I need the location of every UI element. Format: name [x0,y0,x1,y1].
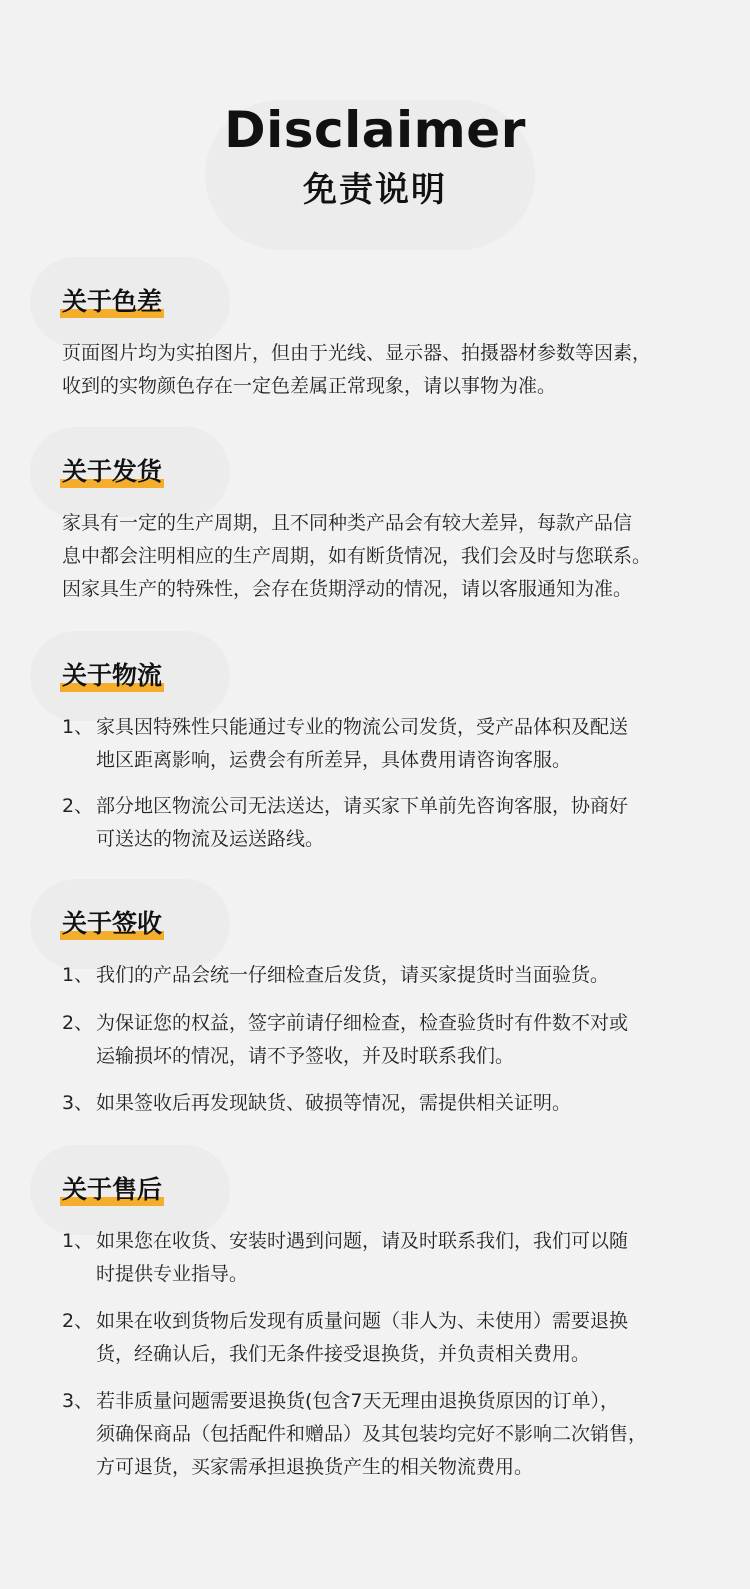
list-item-line: 为保证您的权益，签字前请仔细检查，检查验货时有件数不对或 [96,1012,629,1034]
section-title-text: 关于售后 [62,1175,163,1204]
list-item-number: 2、 [62,795,94,817]
section-title-text: 关于发货 [62,457,163,486]
list-item [62,1087,712,1120]
list-item [62,1385,712,1484]
list-item-line: 可送达的物流及运送路线。 [96,828,325,850]
list-item-line: 时提供专业指导。 [96,1263,249,1285]
list-item-line: 须确保商品（包括配件和赠品）及其包装均完好不影响二次销售， [96,1423,648,1445]
paragraph-line: 收到的实物颜色存在一定色差属正常现象，请以事物为准。 [62,375,557,397]
section-title-text: 关于物流 [62,661,163,690]
paragraph-line: 息中都会注明相应的生产周期，如有断货情况，我们会及时与您联系。 [62,545,652,567]
list-item-line: 如果您在收货、安装时遇到问题，请及时联系我们，我们可以随 [96,1230,629,1252]
list-item [62,959,712,992]
page-title-cn: 免责说明 [303,170,447,210]
paragraph-line: 家具有一定的生产周期，且不同种类产品会有较大差异，每款产品信 [62,512,633,534]
paragraph-line: 因家具生产的特殊性，会存在货期浮动的情况，请以客服通知为准。 [62,578,633,600]
page-header [0,100,750,210]
section-title-text: 关于色差 [62,287,163,316]
list-item-line: 如果在收到货物后发现有质量问题（非人为、未使用）需要退换 [96,1310,629,1332]
page-title-en: Disclaimer [224,101,526,159]
list-item-number: 3、 [62,1092,94,1114]
section-paragraph [62,507,712,606]
section-title-text: 关于签收 [62,909,163,938]
list-item-line: 部分地区物流公司无法送达，请买家下单前先咨询客服，协商好 [96,795,629,817]
list-item-line: 如果签收后再发现缺货、破损等情况，需提供相关证明。 [96,1092,572,1114]
section-title [62,285,162,319]
list-item-line: 运输损坏的情况，请不予签收，并及时联系我们。 [96,1045,515,1067]
section-title [62,907,162,941]
list-item-line: 地区距离影响，运费会有所差异，具体费用请咨询客服。 [96,749,572,771]
section-title [62,659,162,693]
list-item-number: 2、 [62,1012,94,1034]
list-item-line: 若非质量问题需要退换货(包含7天无理由退换货原因的订单）， [96,1390,620,1412]
list-item-line: 货，经确认后，我们无条件接受退换货，并负责相关费用。 [96,1343,591,1365]
list-item-line: 家具因特殊性只能通过专业的物流公司发货，受产品体积及配送 [96,716,629,738]
paragraph-line: 页面图片均为实拍图片，但由于光线、显示器、拍摄器材参数等因素， [62,342,652,364]
list-item-number: 1、 [62,964,94,986]
list-item-line: 我们的产品会统一仔细检查后发货，请买家提货时当面验货。 [96,964,610,986]
list-item [62,1305,712,1371]
list-item-line: 方可退货，买家需承担退换货产生的相关物流费用。 [96,1456,534,1478]
list-item-number: 3、 [62,1390,94,1412]
section-title [62,1173,162,1207]
list-item [62,711,712,777]
list-item [62,1007,712,1073]
section-title [62,455,162,489]
list-item [62,1225,712,1291]
list-item-number: 1、 [62,1230,94,1252]
list-item-number: 1、 [62,716,94,738]
list-item [62,790,712,856]
section-paragraph [62,337,712,403]
list-item-number: 2、 [62,1310,94,1332]
